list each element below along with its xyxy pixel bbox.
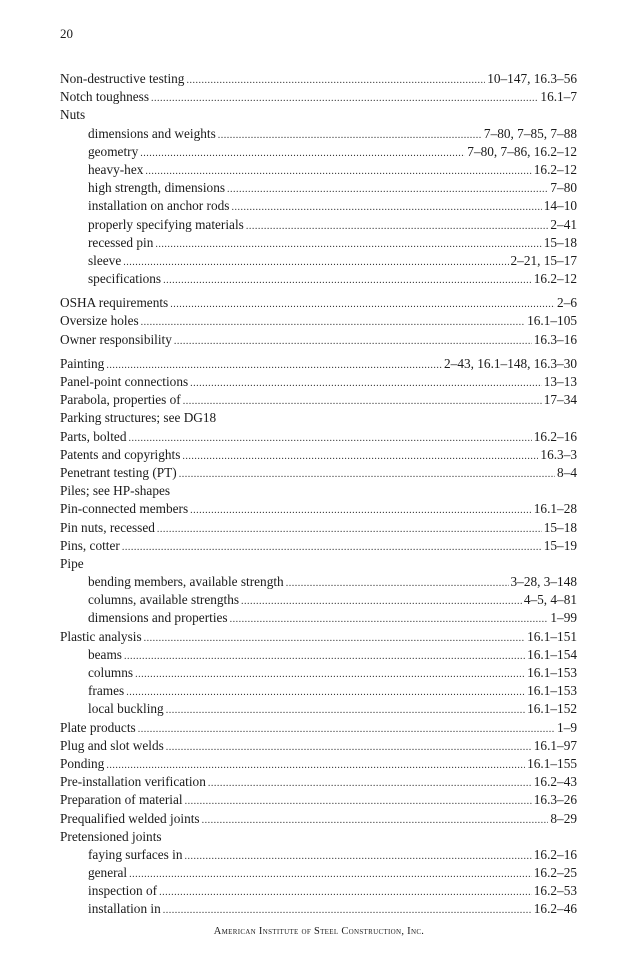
dot-leader bbox=[246, 216, 549, 236]
index-term: Non-destructive testing bbox=[60, 71, 185, 86]
index-term: geometry bbox=[88, 143, 139, 159]
dot-leader bbox=[123, 252, 508, 272]
page-reference: 16.3–26 bbox=[533, 792, 577, 808]
index-term: high strength, dimensions bbox=[88, 180, 226, 196]
dot-leader bbox=[155, 234, 541, 254]
dot-leader bbox=[174, 331, 532, 351]
dot-leader bbox=[106, 755, 525, 775]
dot-leader bbox=[166, 700, 525, 720]
dot-leader bbox=[230, 609, 549, 629]
dot-leader bbox=[141, 312, 525, 332]
page-reference: 16.2–16 bbox=[533, 846, 577, 862]
index-subentry bbox=[60, 700, 577, 718]
page-reference: 2–21, 15–17 bbox=[510, 252, 577, 268]
index-term: Patents and copyrights bbox=[60, 446, 181, 462]
page-reference: 7–80 bbox=[550, 180, 577, 196]
dot-leader bbox=[128, 428, 531, 448]
index-subentry bbox=[60, 646, 577, 664]
index-term: Ponding bbox=[60, 755, 105, 771]
index-term: Penetrant testing (PT) bbox=[60, 464, 177, 480]
dot-leader bbox=[163, 270, 532, 290]
index-subentry bbox=[60, 234, 577, 252]
dot-leader bbox=[231, 197, 541, 217]
page-reference: 8–29 bbox=[550, 810, 577, 826]
dot-leader bbox=[186, 70, 485, 90]
dot-leader bbox=[159, 882, 532, 902]
index-term: Preparation of material bbox=[60, 792, 183, 808]
index-subentry bbox=[60, 609, 577, 627]
index-term: columns bbox=[88, 665, 134, 680]
dot-leader bbox=[144, 628, 526, 648]
index-entry bbox=[60, 446, 577, 464]
index-subentry bbox=[60, 143, 577, 161]
index-entry bbox=[60, 312, 577, 330]
page-reference: 2–41 bbox=[550, 216, 577, 232]
index-term: Painting bbox=[60, 355, 105, 371]
index-term: specifications bbox=[88, 271, 162, 287]
index-subentry bbox=[60, 252, 577, 270]
page-reference: 16.2–12 bbox=[533, 271, 577, 287]
index-entry bbox=[60, 106, 577, 124]
dot-leader bbox=[166, 737, 532, 757]
index-term: faying surfaces in bbox=[88, 846, 183, 862]
dot-leader bbox=[208, 773, 532, 793]
index-term: beams bbox=[88, 646, 122, 662]
page-number: 20 bbox=[60, 26, 73, 41]
index-entry bbox=[60, 409, 577, 427]
dot-leader bbox=[106, 355, 442, 375]
index-entry bbox=[60, 828, 577, 846]
index-entry bbox=[60, 294, 577, 312]
page-reference: 15–19 bbox=[543, 537, 577, 553]
index-subentry bbox=[60, 125, 577, 143]
index-entry bbox=[60, 737, 577, 755]
index-subentry bbox=[60, 216, 577, 234]
index-term: Pins, cotter bbox=[60, 537, 120, 553]
index-term: Oversize holes bbox=[60, 313, 139, 329]
index-term: dimensions and properties bbox=[88, 610, 228, 626]
dot-leader bbox=[241, 591, 522, 611]
index-entry bbox=[60, 791, 577, 809]
index-subentry bbox=[60, 864, 577, 882]
page-reference: 16.1–97 bbox=[533, 737, 577, 753]
index-subentry bbox=[60, 591, 577, 609]
dot-leader bbox=[122, 537, 542, 557]
dot-leader bbox=[190, 373, 542, 393]
page-reference: 16.1–155 bbox=[527, 755, 577, 771]
page-reference: 16.1–153 bbox=[527, 665, 577, 680]
index-term: frames bbox=[88, 683, 125, 699]
index-entry bbox=[60, 500, 577, 518]
dot-leader bbox=[129, 864, 532, 884]
page-reference: 1–99 bbox=[550, 610, 577, 626]
page-reference: 16.2–43 bbox=[533, 774, 577, 790]
dot-leader bbox=[145, 161, 531, 181]
index-entry bbox=[60, 88, 577, 106]
dot-leader bbox=[182, 446, 538, 466]
dot-leader bbox=[126, 682, 525, 702]
dot-leader bbox=[227, 179, 548, 199]
index-term: Owner responsibility bbox=[60, 331, 172, 347]
page-reference: 15–18 bbox=[543, 234, 577, 250]
page-reference: 3–28, 3–148 bbox=[510, 574, 577, 590]
index-term: Pre-installation verification bbox=[60, 774, 206, 790]
index-subentry bbox=[60, 573, 577, 591]
dot-leader bbox=[179, 464, 555, 484]
index-term: Panel-point connections bbox=[60, 374, 189, 389]
index-subentry bbox=[60, 161, 577, 179]
index-term: recessed pin bbox=[88, 234, 154, 250]
index-term: Nuts bbox=[60, 107, 86, 123]
index-entry bbox=[60, 773, 577, 791]
page-reference: 16.3–3 bbox=[540, 446, 577, 462]
index-subentry bbox=[60, 682, 577, 700]
index-term: Pin-connected members bbox=[60, 501, 189, 517]
dot-leader bbox=[190, 500, 532, 520]
index-term: dimensions and weights bbox=[88, 125, 216, 141]
dot-leader bbox=[185, 846, 532, 866]
page-reference: 7–80, 7–85, 7–88 bbox=[483, 125, 577, 141]
index-entry bbox=[60, 628, 577, 646]
index-term: Pin nuts, recessed bbox=[60, 519, 155, 535]
index-term: local buckling bbox=[88, 701, 164, 717]
index-entry bbox=[60, 391, 577, 409]
page-reference: 16.2–12 bbox=[533, 161, 577, 177]
page-reference: 16.3–16 bbox=[533, 331, 577, 347]
index-term: inspection of bbox=[88, 883, 158, 899]
index-entry bbox=[60, 482, 577, 500]
index-entry bbox=[60, 537, 577, 555]
page-reference: 17–34 bbox=[543, 392, 577, 408]
page-reference: 7–80, 7–86, 16.2–12 bbox=[467, 143, 577, 159]
index-term: Pretensioned joints bbox=[60, 828, 162, 844]
index-term: sleeve bbox=[88, 252, 122, 268]
page-reference: 16.1–7 bbox=[540, 89, 577, 105]
index-subentry bbox=[60, 179, 577, 197]
index-term: Plug and slot welds bbox=[60, 737, 164, 753]
index-subentry bbox=[60, 846, 577, 864]
page-reference: 16.1–105 bbox=[527, 313, 577, 329]
dot-leader bbox=[138, 719, 555, 739]
dot-leader bbox=[135, 664, 525, 684]
index-term: Prequalified welded joints bbox=[60, 810, 200, 826]
dot-leader bbox=[151, 88, 538, 108]
page-reference: 16.2–25 bbox=[533, 865, 577, 881]
index-term: Parabola, properties of bbox=[60, 392, 181, 408]
index-term: bending members, available strength bbox=[88, 574, 284, 590]
index-subentry bbox=[60, 664, 577, 682]
index-entry bbox=[60, 810, 577, 828]
dot-leader bbox=[124, 646, 525, 666]
page-reference: 8–4 bbox=[557, 464, 577, 480]
index-entry bbox=[60, 464, 577, 482]
page-reference: 16.2–53 bbox=[533, 883, 577, 899]
dot-leader bbox=[286, 573, 509, 593]
index-term: Piles; see HP-shapes bbox=[60, 483, 171, 499]
index-entry bbox=[60, 719, 577, 737]
index-term: OSHA requirements bbox=[60, 295, 169, 311]
index-entry bbox=[60, 519, 577, 537]
page-reference: 15–18 bbox=[543, 519, 577, 535]
index-entry bbox=[60, 755, 577, 773]
page-reference: 1–9 bbox=[557, 719, 577, 735]
index-term: Notch toughness bbox=[60, 89, 150, 105]
dot-leader bbox=[202, 810, 549, 830]
page-reference: 4–5, 4–81 bbox=[523, 592, 577, 608]
index-term: general bbox=[88, 865, 128, 881]
index-subentry bbox=[60, 197, 577, 215]
index-term: heavy-hex bbox=[88, 161, 144, 177]
page-footer: American Institute of Steel Construction, Inc. bbox=[213, 926, 425, 937]
page-reference: 14–10 bbox=[543, 198, 577, 214]
dot-leader bbox=[183, 391, 542, 411]
index-list bbox=[60, 70, 577, 919]
dot-leader bbox=[157, 519, 542, 539]
index-entry bbox=[60, 355, 577, 373]
index-term: Parking structures; see DG18 bbox=[60, 410, 217, 426]
index-term: installation on anchor rods bbox=[88, 198, 230, 214]
index-entry bbox=[60, 70, 577, 88]
dot-leader bbox=[185, 791, 532, 811]
dot-leader bbox=[140, 143, 465, 163]
page-reference: 16.1–154 bbox=[527, 646, 577, 662]
index-term: columns, available strengths bbox=[88, 592, 240, 608]
page-reference: 16.1–153 bbox=[527, 683, 577, 699]
index-entry bbox=[60, 331, 577, 349]
index-term: properly specifying materials bbox=[88, 216, 244, 232]
page-reference: 2–43, 16.1–148, 16.3–30 bbox=[444, 355, 577, 371]
index-subentry bbox=[60, 900, 577, 918]
index-subentry bbox=[60, 882, 577, 900]
page-reference: 16.2–46 bbox=[533, 901, 577, 917]
dot-leader bbox=[218, 125, 482, 145]
dot-leader bbox=[170, 294, 555, 314]
index-term: installation in bbox=[88, 901, 161, 917]
page-reference: 16.1–151 bbox=[527, 628, 577, 644]
dot-leader bbox=[163, 900, 532, 920]
page-reference: 16.2–16 bbox=[533, 428, 577, 444]
index-subentry bbox=[60, 270, 577, 288]
page-reference: 16.1–28 bbox=[533, 501, 577, 517]
index-entry bbox=[60, 428, 577, 446]
index-term: Plastic analysis bbox=[60, 628, 142, 644]
index-term: Parts, bolted bbox=[60, 428, 127, 444]
page-reference: 13–13 bbox=[543, 374, 577, 389]
page-reference: 10–147, 16.3–56 bbox=[487, 71, 577, 86]
index-entry bbox=[60, 373, 577, 391]
index-entry bbox=[60, 555, 577, 573]
page-reference: 16.1–152 bbox=[527, 701, 577, 717]
index-term: Pipe bbox=[60, 555, 84, 571]
index-term: Plate products bbox=[60, 719, 136, 735]
page-reference: 2–6 bbox=[557, 295, 577, 311]
